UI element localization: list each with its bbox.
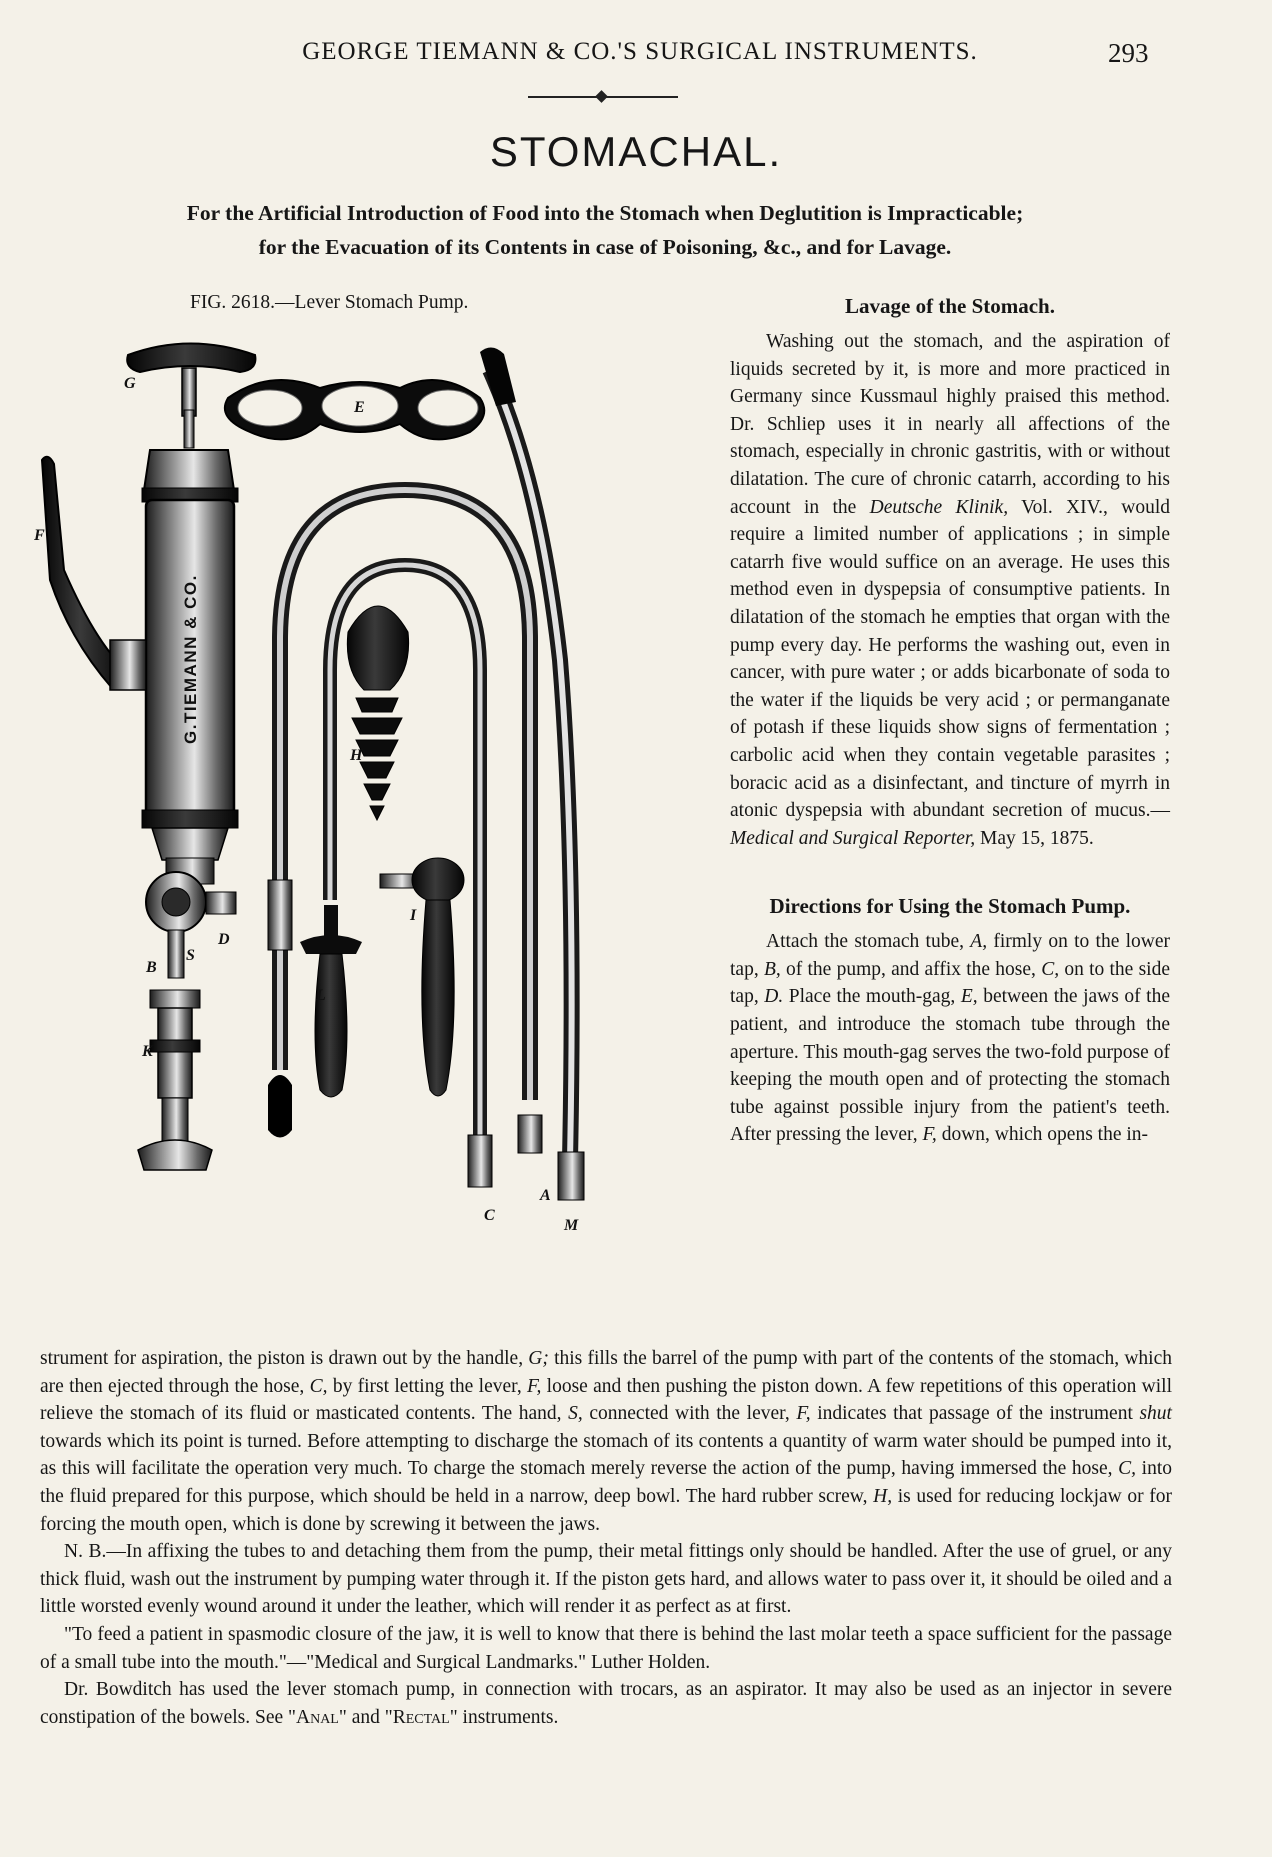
label-k: K <box>142 1043 153 1060</box>
section-subtitle <box>30 196 1180 264</box>
cont-ref: F, <box>527 1375 542 1397</box>
dir-ref: F, <box>922 1124 937 1146</box>
cont-text: connected with the lever, <box>582 1403 797 1425</box>
quote-paragraph: "To feed a patient in spasmodic closure of the jaw, it is well to know that there is behind the last molar teeth a space sufficient for the passage of a small tube into the mouth."—"Medical and Surgical Landmarks." Luther Holden. <box>40 1623 1172 1673</box>
directions-paragraph <box>730 928 1170 1149</box>
stomach-pump-illustration <box>34 340 720 1320</box>
continuation-paragraph <box>40 1345 1172 1538</box>
label-f: F <box>34 527 45 544</box>
label-m: M <box>564 1217 579 1234</box>
dir-text: on to the side tap, <box>730 958 1170 1008</box>
label-c: C <box>484 1207 495 1224</box>
label-g: G <box>124 375 136 392</box>
label-i: I <box>410 907 417 924</box>
pump-lever <box>33 457 146 690</box>
lavage-paragraph <box>730 328 1170 852</box>
figure-caption: FIG. 2618.—Lever Stomach Pump. <box>190 292 469 313</box>
full-width-text <box>40 1345 1172 1731</box>
label-s: S <box>186 947 195 964</box>
cont-ref: H, <box>873 1485 893 1507</box>
cont-text: loose and then pushing the piston down. A few repetitions of this operation will relieve the stomach of its fluid or masticated contents. The hand, <box>40 1375 1173 1425</box>
label-d: D <box>218 931 230 948</box>
bowditch-text: " instruments. <box>449 1706 559 1728</box>
dir-text: of the pump, and affix the hose, <box>780 958 1042 980</box>
cont-text: into the fluid prepared for this purpose, which should be held in a narrow, deep bowl. The hard rubber screw, <box>40 1458 1173 1507</box>
bowditch-text: " and " <box>338 1706 393 1728</box>
label-a: A <box>540 1187 551 1204</box>
cont-text: by first letting the lever, <box>327 1375 528 1397</box>
lavage-citation: Medical and Surgical Reporter, <box>730 827 976 849</box>
plug-i <box>380 858 464 1096</box>
cont-ref: C, <box>1118 1458 1137 1480</box>
stomach-tube-a <box>268 490 551 1204</box>
cont-text: towards which its point is turned. Before attempting to discharge the stomach of its contents a quantity of warm water should be pumped into it, as this will facilitate the operation very much. To charge the stomach merely reverse the action of the pump, having immersed the hose, <box>40 1430 1172 1480</box>
rule-ornament-icon <box>595 90 608 103</box>
cont-ref: S, <box>568 1403 583 1425</box>
dir-ref: B, <box>763 958 781 980</box>
lavage-heading: Lavage of the Stomach. <box>845 294 1055 318</box>
dir-text: Attach the stomach tube, <box>766 931 971 953</box>
dir-text: firmly on to the lower tap, <box>730 931 1171 980</box>
subtitle-line-2: for the Evacuation of its Contents in case of Poisoning, &c., and for Lavage. <box>258 235 952 259</box>
section-title: STOMACHAL. <box>489 128 783 175</box>
lavage-text-1: Washing out the stomach, and the aspiration of liquids secreted by it, is more and more practiced in Germany since Kussmaul highly praised this method. Dr. Schliep uses it in nearly all affections of the stomach, especially in chronic gastritis, with or without dilatation. The cure of chronic catarrh, according to his account in the <box>730 331 1170 518</box>
label-h: H <box>350 747 363 764</box>
dir-text: down, which opens the in- <box>936 1124 1149 1146</box>
right-column <box>730 292 1170 1149</box>
pump-coupling <box>138 990 212 1170</box>
nb-paragraph: N. B.—In affixing the tubes to and detaching them from the pump, their metal fittings only should be handled. After the use of gruel, or any thick fluid, wash out the instrument by pumping water through it. If the piston gets hard, and allows water to pass over it, it should be oiled and a little worsted evenly wound around it under the leather, which will render it as perfect as at first. <box>40 1541 1172 1618</box>
barrel-inscription: G.TIEMANN & CO. <box>181 574 200 744</box>
dir-text: Place the mouth-gag, <box>783 986 961 1008</box>
cont-text: this fills the barrel of the pump with part of the contents of the stomach, which are then ejected through the hose, <box>40 1348 1172 1397</box>
page-number: 293 <box>1108 38 1149 68</box>
label-l: L <box>316 987 326 1004</box>
cont-ref: F, <box>796 1403 811 1425</box>
cont-text: indicates that passage of the instrument <box>810 1403 1140 1425</box>
dir-ref: D. <box>764 986 784 1008</box>
running-header: GEORGE TIEMANN & CO.'S SURGICAL INSTRUMENTS. <box>302 38 978 65</box>
cont-emphasis: shut <box>1139 1403 1172 1425</box>
lavage-text-2: Vol. XIV., would require a limited number of applications ; in simple catarrh five would suffice on an average. He uses this method even in dyspepsia of consumptive patients. In dilatation of the stomach he empties that organ with the pump every day. He performs the washing out, even in cancer, with pure water ; or adds bicarbonate of soda to the water if the liquids be very acid ; or permanganate of potash if these liquids show signs of fermentation ; carbolic acid when they contain vegetable parasites ; boracic acid as a disinfectant, and tincture of myrrh in atonic dyspepsia with abundant secretion of mucus.— <box>730 496 1171 822</box>
lavage-citation-date: May 15, 1875. <box>975 827 1094 849</box>
label-e: E <box>354 399 365 416</box>
cont-ref: C, <box>309 1375 328 1397</box>
cont-text: is used for reducing lockjaw or for forcing the mouth open, which is done by screwing it between the jaws. <box>40 1485 1172 1535</box>
rubber-screw <box>347 606 408 820</box>
pump-barrel <box>142 500 238 828</box>
directions-heading: Directions for Using the Stomach Pump. <box>769 894 1131 919</box>
anal-reference: Anal <box>296 1706 339 1728</box>
dir-ref: A, <box>970 931 988 953</box>
dir-ref: C, <box>1041 958 1060 980</box>
bowditch-paragraph <box>40 1676 1172 1731</box>
lavage-journal: Deutsche Klinik, <box>869 496 1009 518</box>
dir-text: between the jaws of the patient, and introduce the stomach tube through the aperture. This mouth-gag serves the two-fold purpose of keeping the mouth open and of protecting the stomach tube against possible injury from the patient's teeth. After pressing the lever, <box>730 986 1170 1146</box>
rectal-reference: Rectal <box>392 1706 450 1728</box>
bowditch-text: Dr. Bowditch has used the lever stomach pump, in connection with trocars, as an aspirator. It may also be used as an injector in severe constipation of the bowels. See " <box>40 1679 1172 1728</box>
label-b: B <box>146 959 157 976</box>
cont-text: strument for aspiration, the piston is drawn out by the handle, <box>40 1348 529 1369</box>
mouth-gag <box>225 380 484 439</box>
subtitle-line-1: For the Artificial Introduction of Food into the Stomach when Deglutition is Impracticable; <box>186 201 1024 225</box>
stopper-l <box>300 905 362 1097</box>
cont-ref: G; <box>528 1348 549 1369</box>
dir-ref: E, <box>960 986 978 1008</box>
